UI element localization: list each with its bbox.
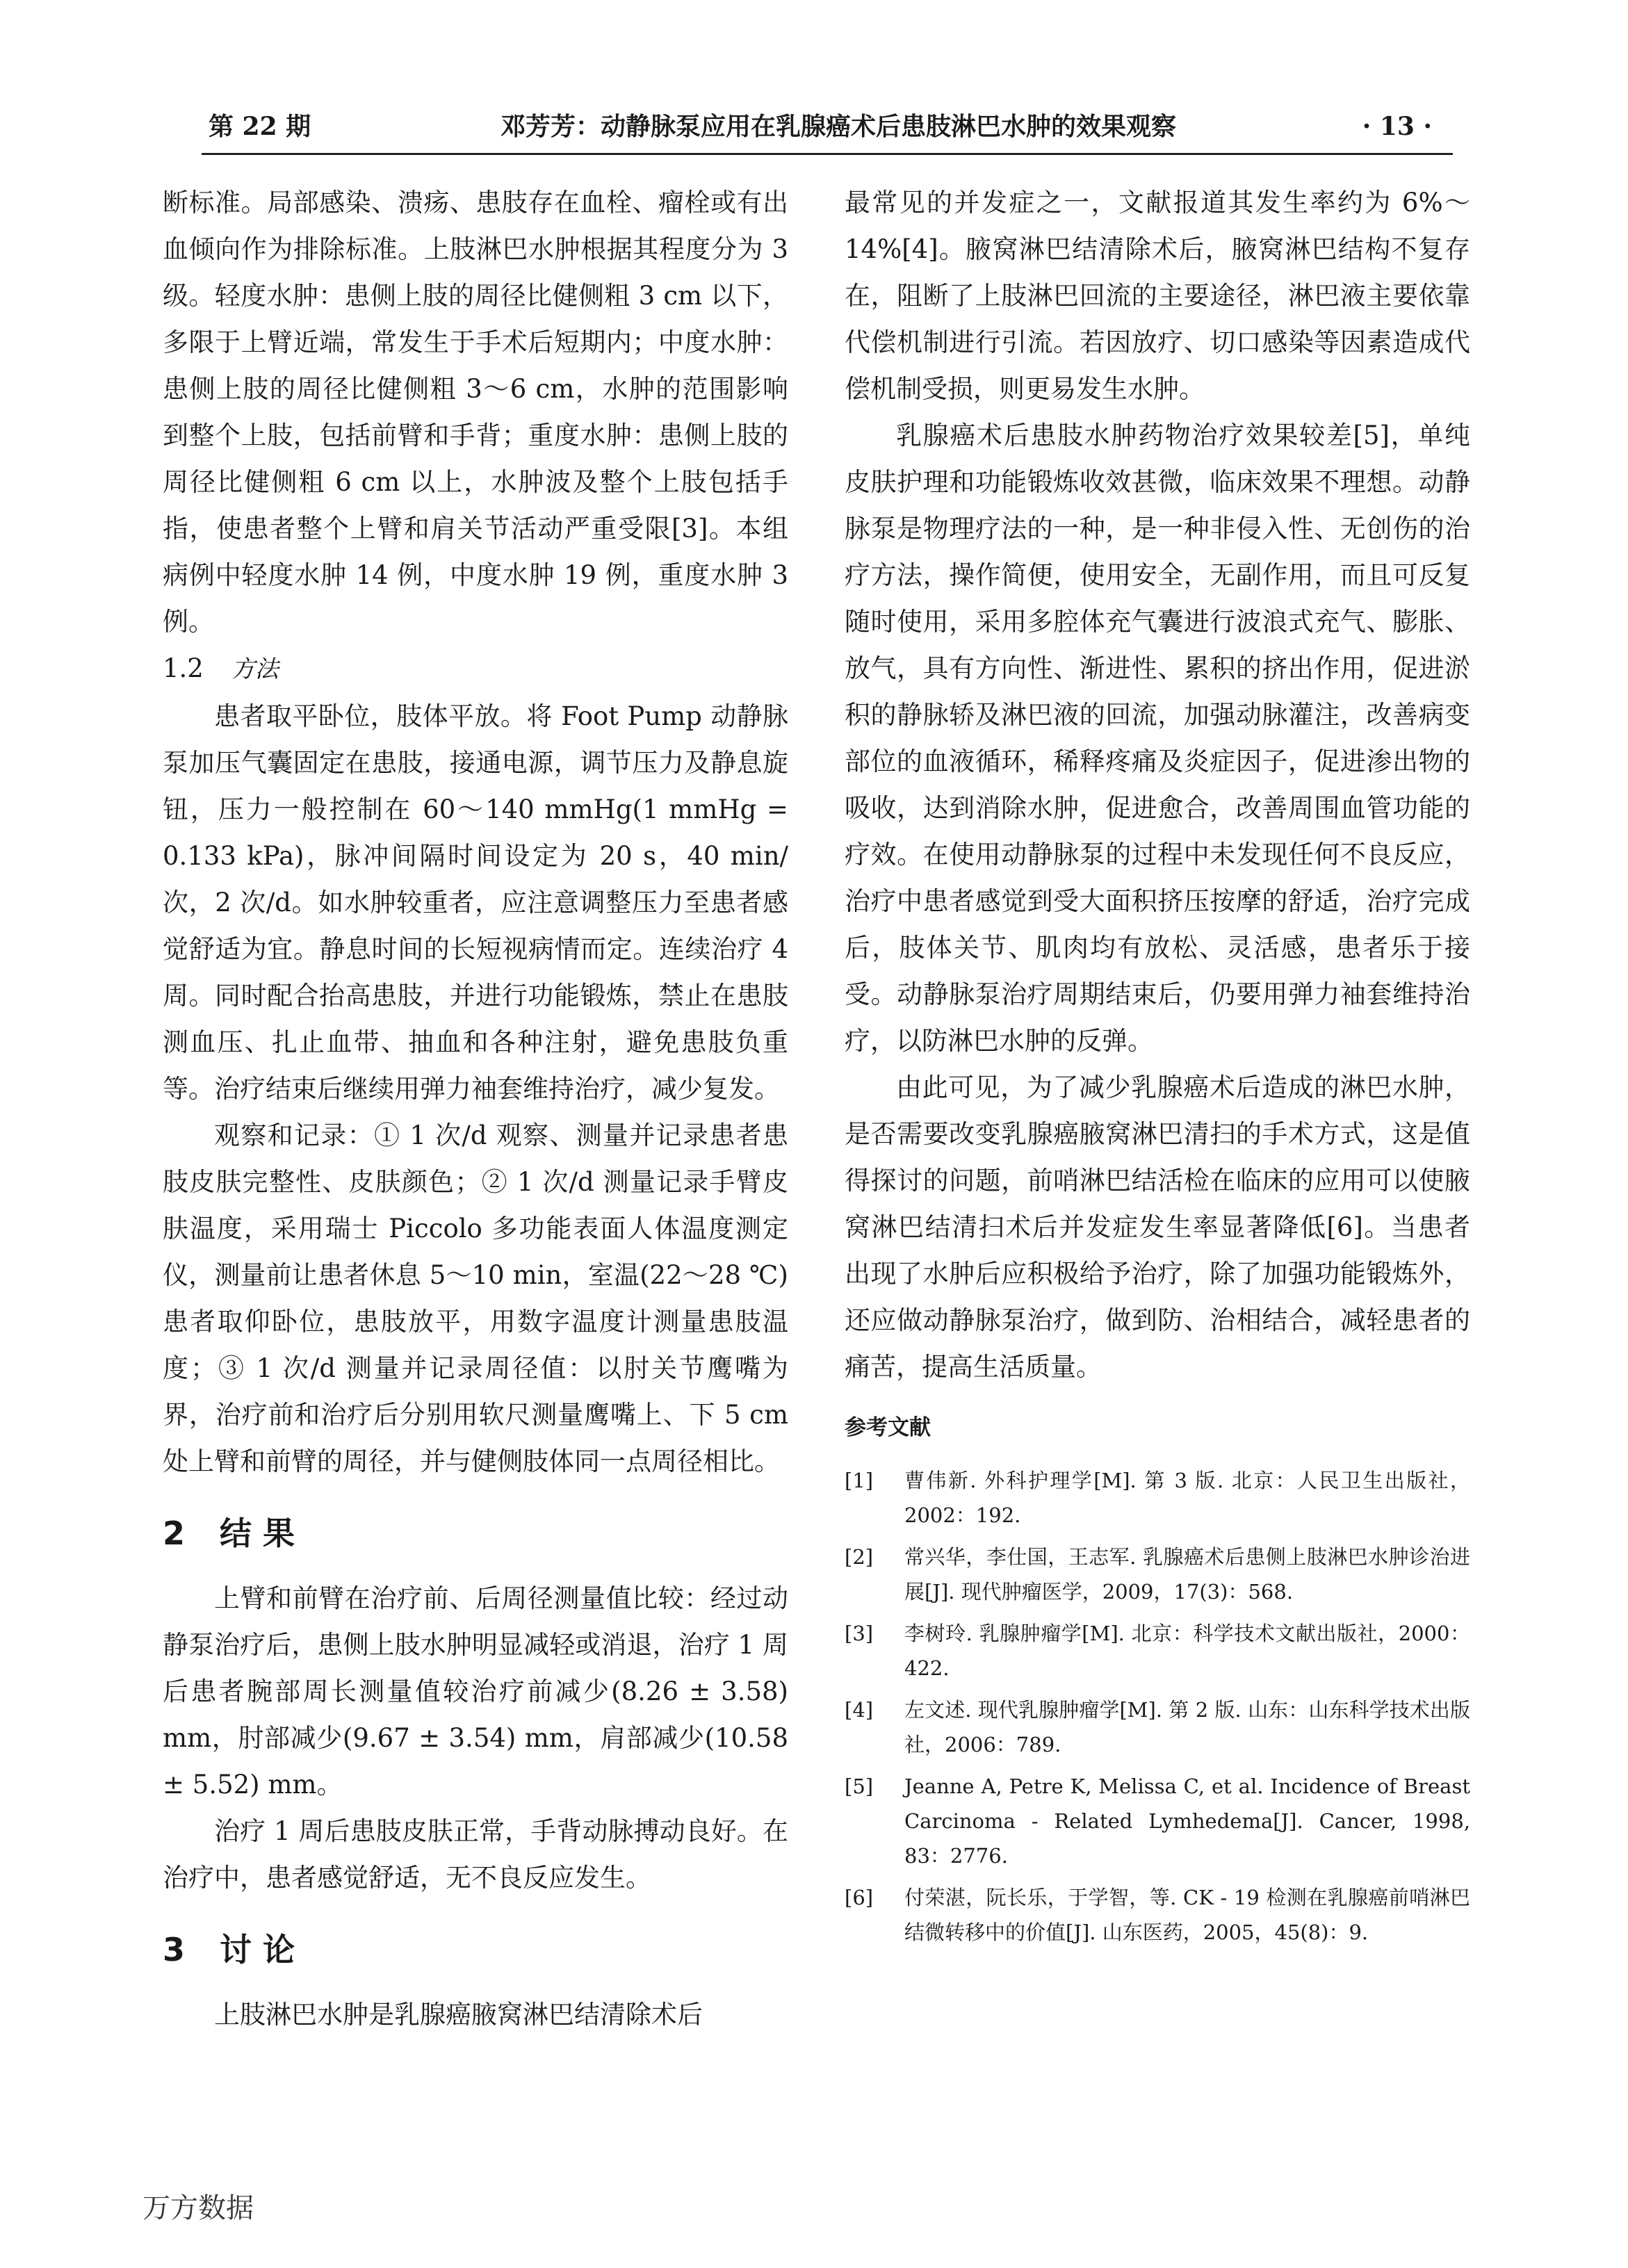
reference-text: 曹伟新. 外科护理学[M]. 第 3 版. 北京：人民卫生出版社，2002：192. — [904, 1469, 1470, 1527]
paragraph-pump-therapy: 乳腺癌术后患肢水肿药物治疗效果较差[5]，单纯皮肤护理和功能锻炼收效甚微，临床效果不理想。动静脉泵是物理疗法的一种，是一种非侵入性、无创伤的治疗方法，操作简便，使用安全，无副作用，而且可反复随时使用，采用多腔体充气囊进行波浪式充气、膨胀、放气，具有方向性、渐进性、累积的挤出作用，促进淤积的静脉轿及淋巴液的回流，加强动脉灌注，改善病变部位的血液循环，稀释疼痛及炎症因子，促进渗出物的吸收，达到消除水肿，促进愈合，改善周围血管功能的疗效。在使用动静脉泵的过程中未发现任何不良反应，治疗中患者感觉到受大面积挤压按摩的舒适，治疗完成后，肢体关节、肌肉均有放松、灵活感，患者乐于接受。动静脉泵治疗周期结束后，仍要用弹力袖套维持治疗，以防淋巴水肿的反弹。 — [845, 421, 1470, 1056]
section-title: 讨 论 — [220, 1931, 295, 1968]
reference-text: Jeanne A, Petre K, Melissa C, et al. Incidence of Breast Carcinoma - Related Lymhedema[J]. Cancer, 1998, 83：2776. — [904, 1775, 1470, 1868]
subsection-number: 1.2 — [163, 653, 204, 683]
article-title: 邓芳芳：动静脉泵应用在乳腺癌术后患肢淋巴水肿的效果观察 — [500, 112, 1177, 141]
subsection-heading-methods — [163, 645, 788, 693]
subsection-title: 方法 — [231, 655, 279, 683]
reference-item — [845, 1540, 1470, 1609]
references-heading: 参考文献 — [845, 1415, 931, 1440]
paragraph-conclusion: 由此可见，为了减少乳腺癌术后造成的淋巴水肿，是否需要改变乳腺癌腋窝淋巴清扫的手术方式，这是值得探讨的问题，前哨淋巴结活检在临床的应用可以使腋窝淋巴结清扫术后并发症发生率显著降低[6]。当患者出现了水肿后应积极给予治疗，除了加强功能锻炼外，还应做动静脉泵治疗，做到防、治相结合，减轻患者的痛苦，提高生活质量。 — [845, 1072, 1470, 1382]
paragraph-discussion-start: 上肢淋巴水肿是乳腺癌腋窝淋巴结清除术后 — [214, 2000, 703, 2030]
reference-text: 付荣湛，阮长乐，于学智，等. CK - 19 检测在乳腺癌前哨淋巴结微转移中的价值[J]. 山东医药，2005，45(8)：9. — [904, 1886, 1470, 1944]
paragraph-diagnosis-criteria: 断标准。局部感染、溃疡、患肢存在血栓、瘤栓或有出血倾向作为排除标准。上肢淋巴水肿根据其程度分为 3 级。轻度水肿：患侧上肢的周径比健侧粗 3 cm 以下，多限于上臂近端，常发生于手术后短期内；中度水肿：患侧上肢的周径比健侧粗 3～6 cm，水肿的范围影响到整个上肢，包括前臂和手背；重度水肿：患侧上肢的周径比健侧粗 6 cm 以上，水肿波及整个上肢包括手指，使患者整个上臂和肩关节活动严重受限[3]。本组病例中轻度水肿 14 例，中度水肿 19 例，重度水肿 3 例。 — [163, 188, 788, 637]
reference-number: [3] — [845, 1622, 874, 1645]
section-number: 2 — [163, 1515, 186, 1552]
page-number: · 13 · — [1362, 112, 1432, 141]
paragraph-discussion-continued: 最常见的并发症之一，文献报道其发生率约为 6%～14%[4]。腋窝淋巴结清除术后，腋窝淋巴结构不复存在，阻断了上肢淋巴回流的主要途径，淋巴液主要依靠代偿机制进行引流。若因放疗、切口感染等因素造成代偿机制受损，则更易发生水肿。 — [845, 188, 1470, 404]
section-number: 3 — [163, 1931, 186, 1968]
running-header — [202, 104, 1453, 155]
section-title: 结 果 — [220, 1515, 295, 1552]
reference-number: [4] — [845, 1698, 874, 1722]
paragraph-results-skin: 治疗 1 周后患肢皮肤正常，手背动脉搏动良好。在治疗中，患者感觉舒适，无不良反应发生。 — [163, 1816, 788, 1893]
paragraph-methods: 患者取平卧位，肢体平放。将 Foot Pump 动静脉泵加压气囊固定在患肢，接通电源，调节压力及静息旋钮，压力一般控制在 60～140 mmHg(1 mmHg = 0.133 kPa)，脉冲间隔时间设定为 20 s，40 min/次，2 次/d。如水肿较重者，应注意调整压力至患者感觉舒适为宜。静息时间的长短视病情而定。连续治疗 4 周。同时配合抬高患肢，并进行功能锻炼，禁止在患肢测血压、扎止血带、抽血和各种注射，避免患肢负重等。治疗结束后继续用弹力袖套维持治疗，减少复发。 — [163, 701, 788, 1104]
reference-item — [845, 1463, 1470, 1533]
reference-item — [845, 1692, 1470, 1762]
reference-number: [5] — [845, 1775, 874, 1798]
reference-item — [845, 1880, 1470, 1950]
reference-number: [1] — [845, 1469, 874, 1492]
reference-text: 常兴华，李仕国，王志军. 乳腺癌术后患侧上肢淋巴水肿诊治进展[J]. 现代肿瘤医学，2009，17(3)：568. — [904, 1545, 1470, 1604]
paragraph-results-measurement: 上臂和前臂在治疗前、后周径测量值比较：经过动静泵治疗后，患侧上肢水肿明显减轻或消退，治疗 1 周后患者腕部周长测量值较治疗前减少(8.26 ± 3.58) mm，肘部减少(9.67 ± 3.54) mm，肩部减少(10.58 ± 5.52) mm。 — [163, 1583, 788, 1800]
reference-text: 左文述. 现代乳腺肿瘤学[M]. 第 2 版. 山东：山东科学技术出版社，2006：789. — [904, 1698, 1470, 1756]
reference-text: 李树玲. 乳腺肿瘤学[M]. 北京：科学技术文献出版社，2000：422. — [904, 1622, 1470, 1680]
left-column — [163, 179, 788, 2038]
paragraph-observation: 观察和记录：① 1 次/d 观察、测量并记录患者患肢皮肤完整性、皮肤颜色；② 1 次/d 测量记录手臂皮肤温度，采用瑞士 Piccolo 多功能表面人体温度测定仪，测量前让患者休息 5～10 min，室温(22～28 ℃)患者取仰卧位，患肢放平，用数字温度计测量患肢温度；③ 1 次/d 测量并记录周径值：以肘关节鹰嘴为界，治疗前和治疗后分别用软尺测量鹰嘴上、下 5 cm 处上臂和前臂的周径，并与健侧肢体同一点周径相比。 — [163, 1120, 788, 1476]
right-column — [845, 179, 1470, 1957]
wanfang-data-logo: 万方数据 — [143, 2192, 254, 2224]
issue-number: 第 22 期 — [209, 112, 311, 141]
reference-item — [845, 1616, 1470, 1686]
section-heading-results — [163, 1512, 788, 1554]
section-heading-discussion — [163, 1929, 788, 1971]
reference-item — [845, 1769, 1470, 1873]
reference-list — [845, 1463, 1470, 1950]
reference-number: [6] — [845, 1886, 874, 1909]
reference-number: [2] — [845, 1545, 874, 1569]
